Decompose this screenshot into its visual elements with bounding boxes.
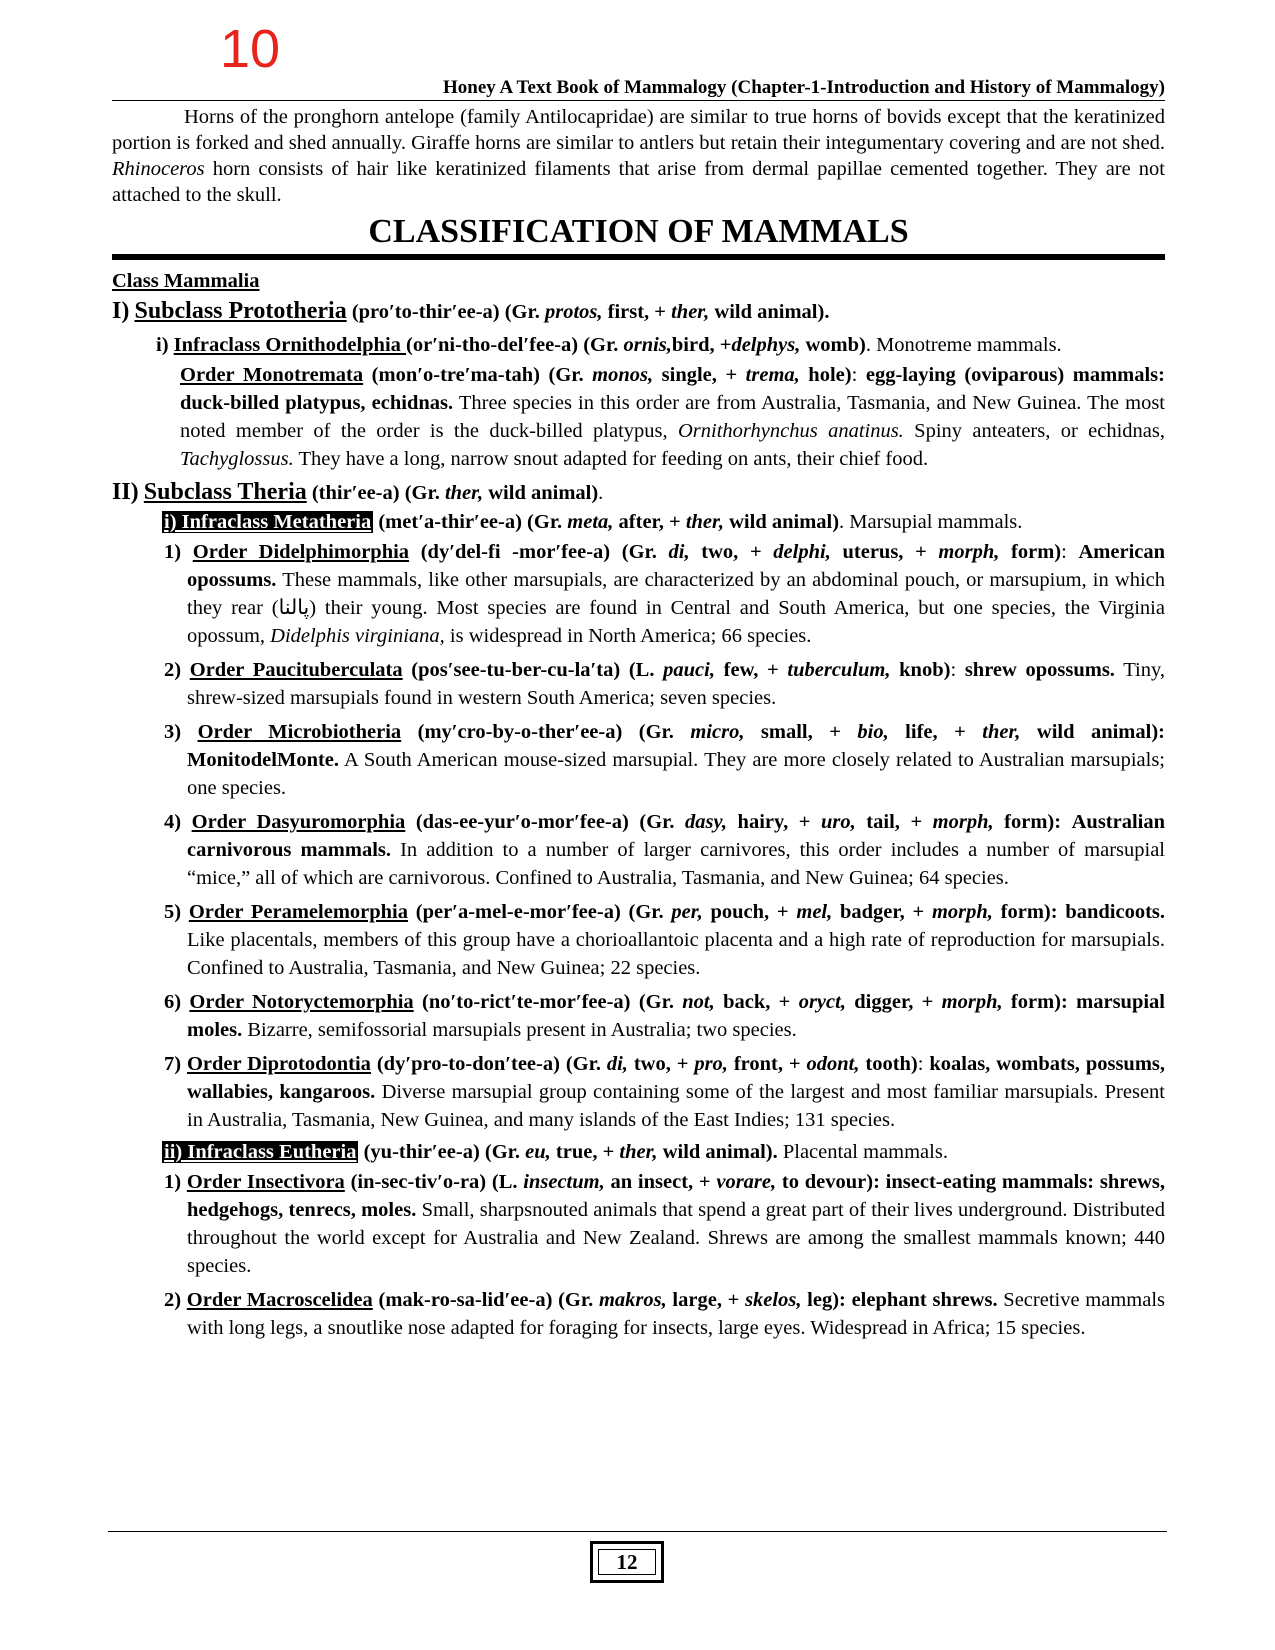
eutheria-orders xyxy=(112,1168,1165,1342)
order-item: 4) Order Dasyuromorphia (das-ee-yur′o-mor′fee-a) (Gr. dasy, hairy, + uro, tail, + morph, form): Australian carnivorous mammals. In addition to a number of larger carnivores, this order includes a number of marsupial “mice,” all of which are carnivorous. Confined to Australia, Tasmania, and New Guinea; 64 species. xyxy=(164,811,1166,889)
page-number: 12 xyxy=(598,1549,656,1575)
order-item: 2) Order Paucituberculata (pos′see-tu-ber-cu-la′ta) (L. pauci, few, + tuberculum, knob): shrew opossums. Tiny, shrew-sized marsupials found in western South America; seven species. xyxy=(164,659,1166,709)
subclass-name: Subclass Prototheria xyxy=(134,298,347,324)
order-item: 3) Order Microbiotheria (my′cro-by-o-ther′ee-a) (Gr. micro, small, + bio, life, + ther, wild animal): MonitodelMonte. A South American mouse-sized marsupial. They are more closely related to Australian marsupials; one species. xyxy=(164,721,1165,799)
page-number-box xyxy=(590,1541,664,1583)
order-item: 2) Order Macroscelidea (mak-ro-sa-lid′ee-a) (Gr. makros, large, + skelos, leg): elephant shrews. Secretive mammals with long legs, a snoutlike nose adapted for foraging for insects, large eyes. Widespread in Africa; 15 species. xyxy=(164,1289,1165,1339)
infraclass-eutheria: ii) Infraclass Eutheria (yu-thir′ee-a) (Gr. eu, true, + ther, wild animal). Placental mammals. xyxy=(164,1141,948,1163)
order-item: 1) Order Insectivora (in-sec-tiv′o-ra) (L. insectum, an insect, + vorare, to devour): insect-eating mammals: shrews, hedgehogs, tenrecs, moles. Small, sharpsnouted animals that spend a great part of their lives underground. Distributed throughout the world except for Australia and New Zealand. Shrews are among the smallest mammals known; 440 species. xyxy=(164,1171,1165,1277)
order-item: 5) Order Peramelemorphia (per′a-mel-e-mor′fee-a) (Gr. per, pouch, + mel, badger, + morph, form): bandicoots. Like placentals, members of this group have a chorioallantoic placenta and a high rate of reproduction for marsupials. Confined to Australia, Tasmania, and New Guinea; 22 species. xyxy=(164,901,1166,979)
order-item: 6) Order Notoryctemorphia (no′to-rict′te-mor′fee-a) (Gr. not, back, + oryct, digger, + morph, form): marsupial moles. Bizarre, semifossorial marsupials present in Australia; two species. xyxy=(164,991,1166,1041)
section-title: CLASSIFICATION OF MAMMALS xyxy=(112,212,1165,260)
infraclass-highlight: i) Infraclass Metatheria xyxy=(164,511,372,533)
infraclass-highlight: ii) Infraclass Eutheria xyxy=(164,1141,357,1163)
footer-rule xyxy=(108,1531,1167,1532)
order-item: 1) Order Didelphimorphia (dy′del-fi -mor′fee-a) (Gr. di, two, + delphi, uterus, + morph, form): American opossums. These mammals, like other marsupials, are characterized by an abdominal pouch, or marsupium, in which they rear (پالنا) their young. Most species are found in Central and South America, but one species, the Virginia opossum, Didelphis virginiana, is widespread in North America; 66 species. xyxy=(164,541,1166,647)
infraclass-metatheria: i) Infraclass Metatheria (met′a-thir′ee-a) (Gr. meta, after, + ther, wild animal). Marsupial mammals. xyxy=(164,511,1023,533)
intro-paragraph: Horns of the pronghorn antelope (family Antilocapridae) are similar to true horns of bovids except that the keratinized portion is forked and shed annually. Giraffe horns are similar to antlers but retain their integumentary covering and are not shed. Rhinoceros horn consists of hair like keratinized filaments that arise from dermal papillae cemented together. They are not attached to the skull. xyxy=(112,106,1165,206)
class-label: Class Mammalia xyxy=(112,270,260,292)
page-body xyxy=(112,104,1165,1342)
chapter-number: 10 xyxy=(220,19,281,79)
subclass-prototheria: I) Subclass Prototheria (pro′to-thir′ee-a) (Gr. protos, first, + ther, wild animal). xyxy=(112,298,830,324)
order-item: 7) Order Diprotodontia (dy′pro-to-don′tee-a) (Gr. di, two, + pro, front, + odont, tooth): koalas, wombats, possums, wallabies, kangaroos. Diverse marsupial group containing some of the largest and most familiar marsupials. Present in Australia, Tasmania, New Guinea, and many islands of the East Indies; 131 species. xyxy=(164,1053,1166,1131)
metatheria-orders xyxy=(112,538,1165,1134)
infraclass-ornithodelphia: i) Infraclass Ornithodelphia (or′ni-tho-del′fee-a) (Gr. ornis,bird, +delphys, womb). Monotreme mammals. xyxy=(156,334,1062,356)
subclass-theria: II) Subclass Theria (thir′ee-a) (Gr. ther, wild animal). xyxy=(112,479,604,505)
running-header: Honey A Text Book of Mammalogy (Chapter-1-Introduction and History of Mammalogy) xyxy=(112,77,1165,101)
subclass-name: Subclass Theria xyxy=(143,479,307,505)
order-monotremata: Order Monotremata (mon′o-tre′ma-tah) (Gr. monos, single, + trema, hole): egg-laying (oviparous) mammals: duck-billed platypus, echidnas. Three species in this order are from Australia, Tasmania, and New Guinea. The most noted member of the order is the duck-billed platypus, Ornithorhynchus anatinus. Spiny anteaters, or echidnas, Tachyglossus. They have a long, narrow snout adapted for feeding on ants, their chief food. xyxy=(180,364,1165,470)
